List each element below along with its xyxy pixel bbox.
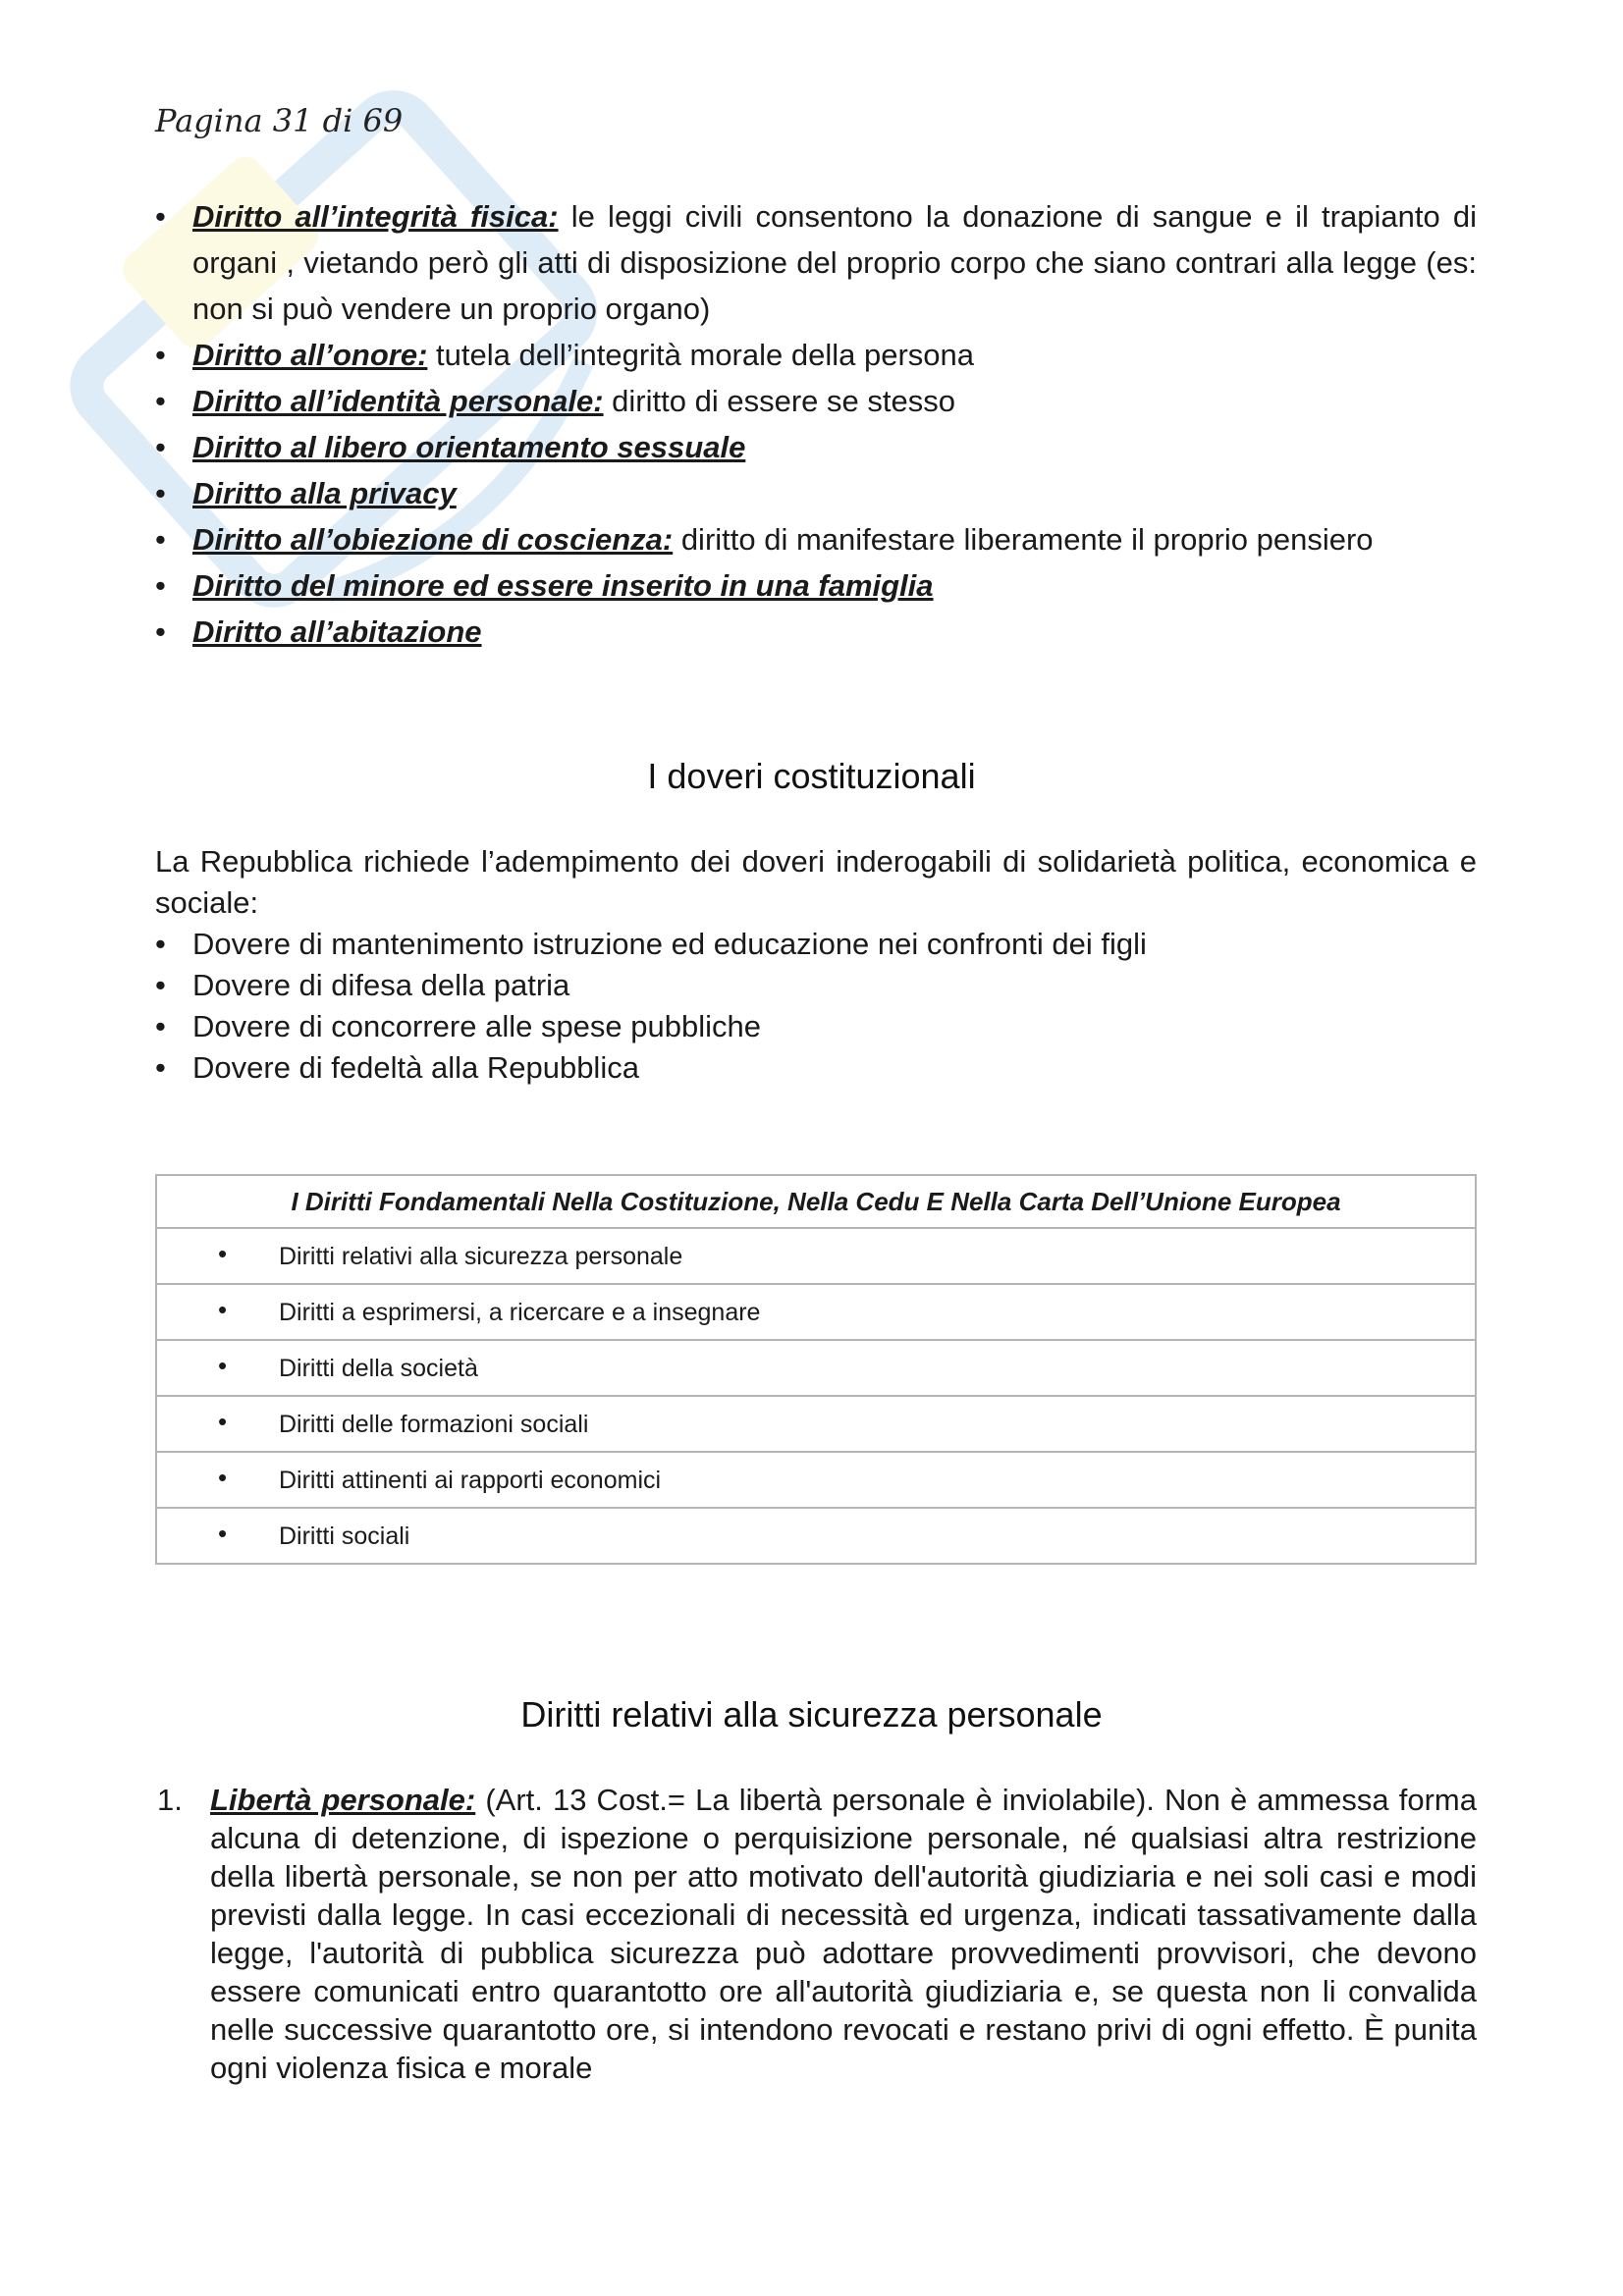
list-item: • Dovere di fedeltà alla Repubblica	[155, 1047, 1147, 1089]
list-item	[155, 562, 1477, 609]
page-number: Pagina 31 di 69	[155, 102, 404, 139]
right-term: Diritto alla privacy	[192, 476, 457, 510]
table-cell: Diritti sociali	[279, 1522, 410, 1550]
table-cell: Diritti attinenti ai rapporti economici	[279, 1467, 662, 1494]
right-term: Diritto all’identità personale:	[192, 384, 604, 418]
right-description: le leggi civili consentono la donazione di sangue e il trapianto di organi , vietando però gli atti di disposizione del proprio corpo che siano contrari alla legge (es: non si può vendere un proprio organo)	[192, 199, 1477, 326]
right-description: diritto di essere se stesso	[603, 384, 955, 418]
security-rights-list	[155, 1781, 1477, 2087]
bullet-icon: •	[218, 1519, 228, 1548]
list-item	[155, 378, 1477, 424]
bullet-icon: •	[218, 1351, 228, 1380]
item-number: 1.	[157, 1783, 183, 1817]
bullet-icon: •	[218, 1407, 228, 1436]
right-term: Diritto all’abitazione	[192, 614, 482, 649]
list-item: • Dovere di difesa della patria	[155, 965, 1147, 1006]
list-item	[155, 332, 1477, 378]
list-item	[155, 1781, 1477, 2087]
right-term: Diritto all’onore:	[192, 338, 428, 372]
table-cell: Diritti delle formazioni sociali	[279, 1411, 589, 1438]
list-item	[155, 193, 1477, 332]
list-item	[155, 609, 1477, 655]
right-term: Diritto all’integrità fisica:	[192, 199, 559, 234]
right-term: Libertà personale:	[210, 1783, 476, 1817]
rights-list	[155, 193, 1477, 655]
right-term: Diritto al libero orientamento sessuale	[192, 430, 746, 464]
table-row	[156, 1228, 1476, 1284]
duties-intro: La Repubblica richiede l’adempimento dei doveri inderogabili di solidarietà politica, economica e sociale:	[155, 844, 1477, 920]
list-item	[155, 424, 1477, 470]
bullet-icon: •	[218, 1463, 228, 1492]
list-item	[155, 516, 1477, 562]
list-item: • Dovere di mantenimento istruzione ed educazione nei confronti dei figli	[155, 924, 1147, 965]
table-row	[156, 1452, 1476, 1508]
table-cell: Diritti a esprimersi, a ricercare e a insegnare	[279, 1299, 761, 1326]
right-description: diritto di manifestare liberamente il proprio pensiero	[673, 522, 1374, 557]
table-cell: Diritti relativi alla sicurezza personale	[279, 1243, 683, 1270]
table-header: I Diritti Fondamentali Nella Costituzione, Nella Cedu E Nella Carta Dell’Unione Europea	[156, 1175, 1476, 1228]
bullet-icon: •	[218, 1239, 228, 1268]
right-description: tutela dell’integrità morale della persona	[427, 338, 974, 372]
duties-list	[155, 924, 1147, 1089]
table-cell: Diritti della società	[279, 1355, 478, 1382]
right-description: (Art. 13 Cost.= La libertà personale è inviolabile). Non è ammessa forma alcuna di detenzione, di ispezione o perquisizione personale, né qualsiasi altra restrizione della libertà personale, se non per atto motivato dell'autorità giudiziaria e nei soli casi e modi previsti dalla legge. In casi eccezionali di necessità ed urgenza, indicati tassativamente dalla legge, l'autorità di pubblica sicurezza può adottare provvedimenti provvisori, che devono essere comunicati entro quarantotto ore all'autorità giudiziaria e, se questa non li convalida nelle successive quarantotto ore, si intendono revocati e restano privi di ogni effetto. È punita ogni violenza fisica e morale	[210, 1783, 1477, 2085]
section-title-duties: I doveri costituzionali	[647, 756, 976, 796]
right-term: Diritto all’obiezione di coscienza:	[192, 522, 674, 557]
table-row	[156, 1340, 1476, 1396]
fundamental-rights-table	[155, 1174, 1477, 1565]
section-title-security: Diritti relativi alla sicurezza personale	[520, 1694, 1103, 1735]
table-row	[156, 1508, 1476, 1564]
table-row	[156, 1284, 1476, 1340]
bullet-icon: •	[218, 1295, 228, 1324]
list-item: • Dovere di concorrere alle spese pubbliche	[155, 1006, 1147, 1047]
list-item	[155, 470, 1477, 516]
table-row	[156, 1396, 1476, 1452]
right-term: Diritto del minore ed essere inserito in una famiglia	[192, 568, 934, 603]
